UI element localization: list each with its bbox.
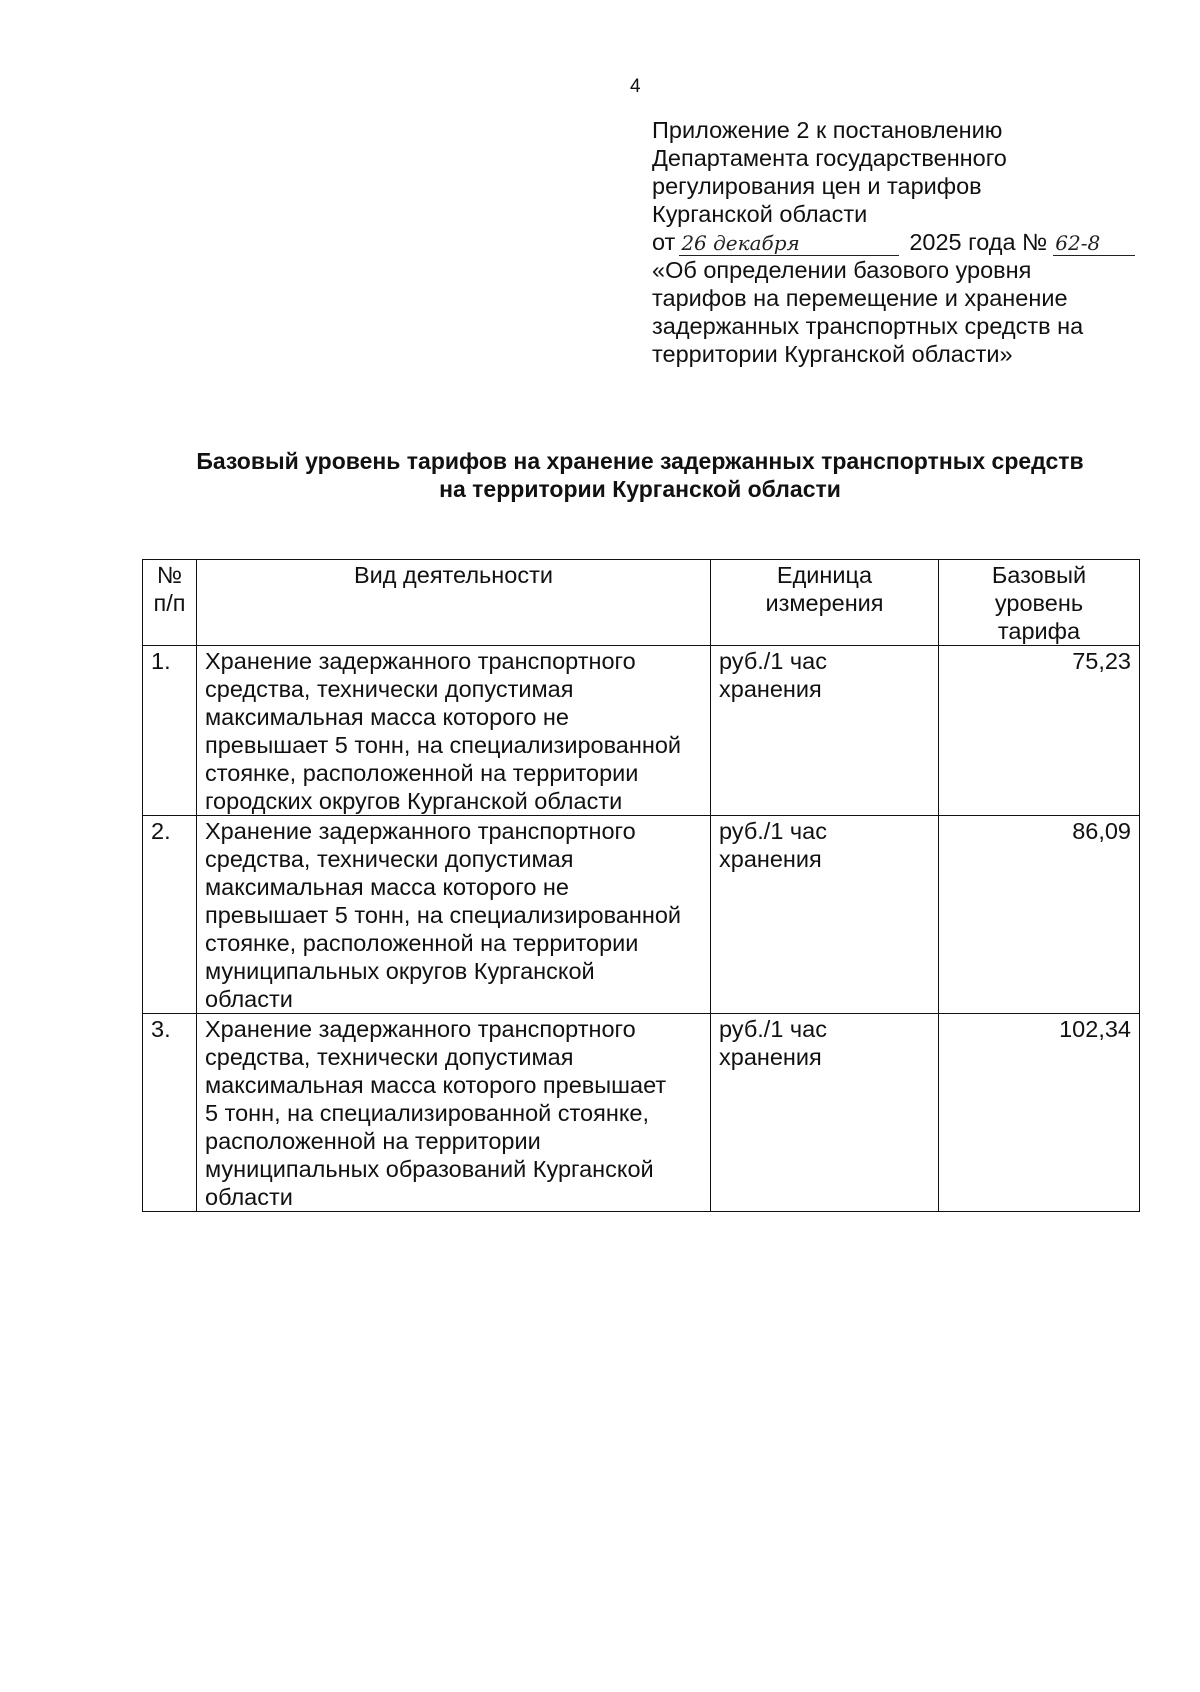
header-activity xyxy=(197,560,711,646)
activity-line: превышает 5 тонн, на специализированной xyxy=(205,902,682,928)
table-header-row xyxy=(143,560,1140,646)
activity-line: максимальная масса которого не xyxy=(205,704,569,730)
unit-line: хранения xyxy=(719,1044,822,1070)
header-num xyxy=(143,560,197,646)
row-number: 3. xyxy=(143,1014,197,1212)
activity-line: городских округов Курганской области xyxy=(205,788,623,814)
unit-line: хранения xyxy=(719,676,822,702)
annex-subject-line: тарифов на перемещение и хранение xyxy=(652,285,1068,311)
activity-line: Хранение задержанного транспортного xyxy=(205,648,636,674)
header-value-line: Базовый xyxy=(991,562,1087,588)
activity-line: стоянке, расположенной на территории xyxy=(205,930,639,956)
row-number: 1. xyxy=(143,646,197,816)
activity-line: максимальная масса которого превышает xyxy=(205,1072,667,1098)
annex-date-line xyxy=(652,228,1152,256)
tariff-table xyxy=(142,559,1140,1212)
row-activity xyxy=(197,646,711,816)
header-value xyxy=(939,560,1140,646)
header-activity-line: Вид деятельности xyxy=(354,562,553,588)
activity-line: стоянке, расположенной на территории xyxy=(205,760,639,786)
table-row xyxy=(143,816,1140,1014)
unit-line: руб./1 час xyxy=(719,818,827,844)
document-title xyxy=(130,447,1150,503)
activity-line: Хранение задержанного транспортного xyxy=(205,818,636,844)
activity-line: расположенной на территории xyxy=(205,1128,541,1154)
row-number: 2. xyxy=(143,816,197,1014)
annex-line: Курганской области xyxy=(652,201,868,227)
activity-line: средства, технически допустимая xyxy=(205,846,574,872)
activity-line: превышает 5 тонн, на специализированной xyxy=(205,732,682,758)
row-activity xyxy=(197,1014,711,1212)
activity-line: области xyxy=(205,1184,293,1210)
header-unit-line: Единица xyxy=(776,562,873,588)
header-unit-line: измерения xyxy=(765,590,884,616)
header-num-line: п/п xyxy=(153,590,186,616)
row-unit xyxy=(711,816,939,1014)
activity-line: максимальная масса которого не xyxy=(205,874,569,900)
header-num-line: № xyxy=(156,562,183,588)
header-value-line: тарифа xyxy=(997,618,1081,644)
activity-line: муниципальных округов Курганской xyxy=(205,958,595,984)
row-activity xyxy=(197,816,711,1014)
handwritten-number: 62-8 xyxy=(1053,231,1135,256)
header-unit xyxy=(711,560,939,646)
header-value-line: уровень xyxy=(994,590,1084,616)
row-value: 102,34 xyxy=(939,1014,1140,1212)
date-prefix: от xyxy=(652,229,676,255)
activity-line: Хранение задержанного транспортного xyxy=(205,1016,636,1042)
activity-line: средства, технически допустимая xyxy=(205,1044,574,1070)
row-value: 86,09 xyxy=(939,816,1140,1014)
row-unit xyxy=(711,646,939,816)
unit-line: хранения xyxy=(719,846,822,872)
activity-line: области xyxy=(205,986,293,1012)
activity-line: средства, технически допустимая xyxy=(205,676,574,702)
unit-line: руб./1 час xyxy=(719,648,827,674)
activity-line: муниципальных образований Курганской xyxy=(205,1156,654,1182)
row-value: 75,23 xyxy=(939,646,1140,816)
unit-line: руб./1 час xyxy=(719,1016,827,1042)
annex-line: Приложение 2 к постановлению xyxy=(652,117,1003,143)
activity-line: 5 тонн, на специализированной стоянке, xyxy=(205,1100,649,1126)
annex-block xyxy=(652,116,1152,368)
row-unit xyxy=(711,1014,939,1212)
table-row xyxy=(143,646,1140,816)
page-number: 4 xyxy=(630,76,641,97)
title-line: Базовый уровень тарифов на хранение задержанных транспортных средств xyxy=(196,448,1084,474)
table-row xyxy=(143,1014,1140,1212)
annex-subject-line: задержанных транспортных средств на xyxy=(652,313,1084,339)
year-text: 2025 года № xyxy=(909,229,1048,255)
annex-subject-line: «Об определении базового уровня xyxy=(652,257,1032,283)
annex-line: Департамента государственного xyxy=(652,145,1007,171)
annex-subject-line: территории Курганской области» xyxy=(652,341,1013,367)
title-line: на территории Курганской области xyxy=(439,476,841,502)
handwritten-date: 26 декабря xyxy=(679,231,899,256)
annex-line: регулирования цен и тарифов xyxy=(652,173,982,199)
